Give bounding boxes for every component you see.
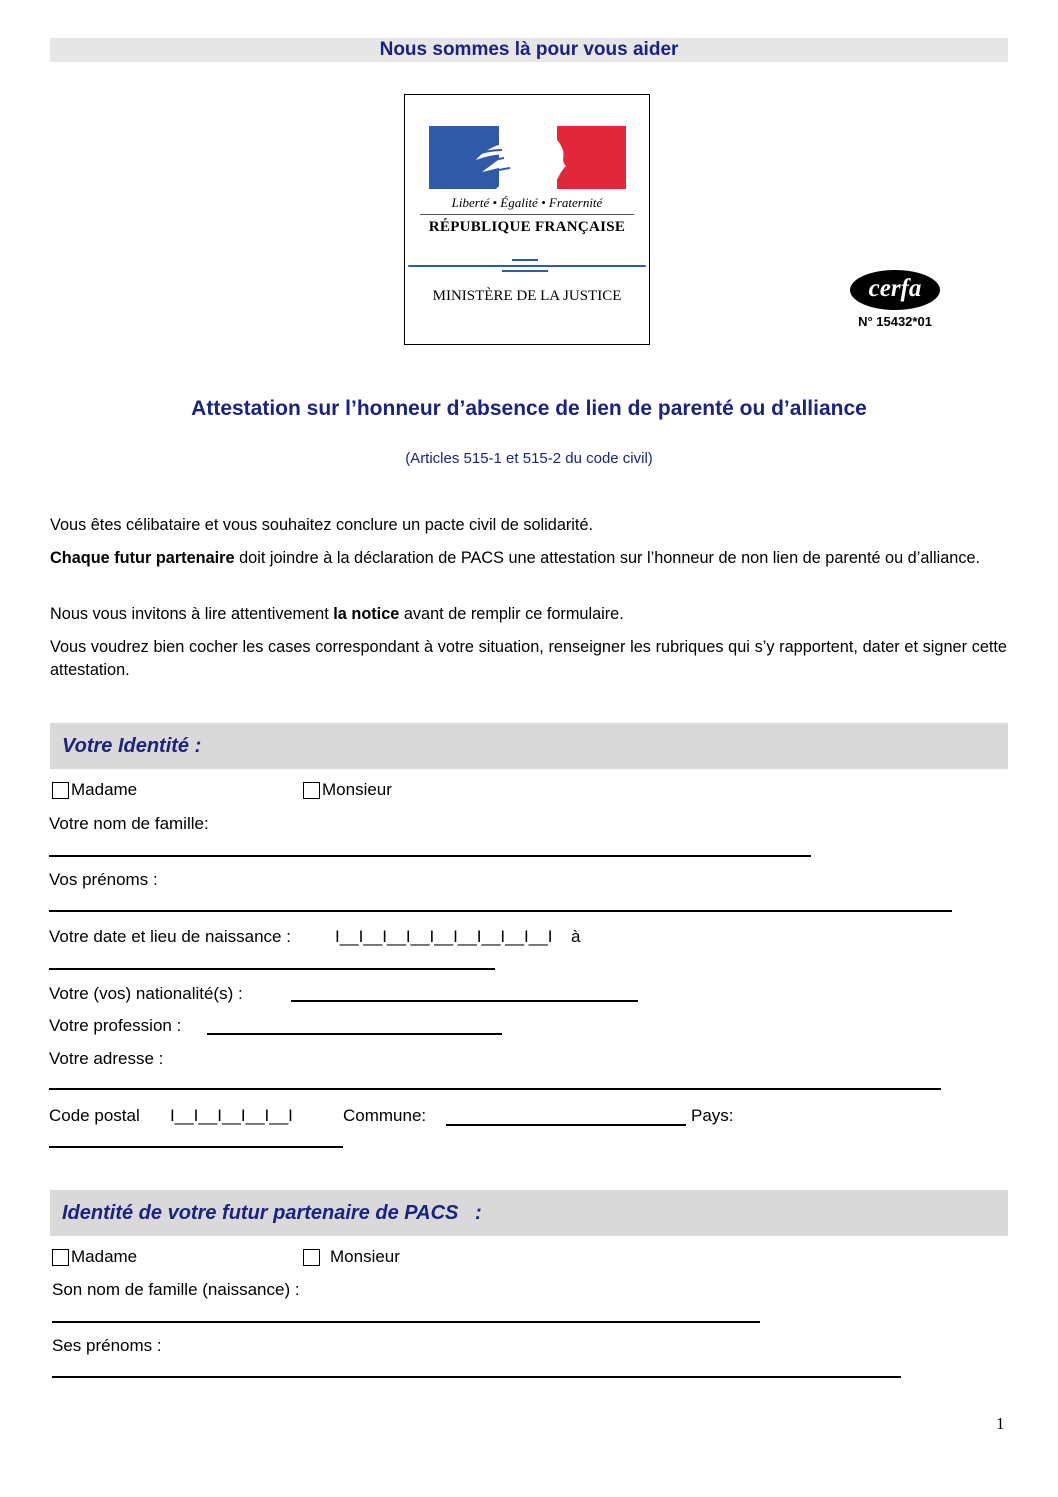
pays-field[interactable]: [49, 1146, 343, 1148]
logo-blue-wave: [408, 265, 646, 267]
date-naissance-boxes[interactable]: I__I__I__I__I__I__I__I__I__I: [335, 927, 553, 946]
page-number: 1: [996, 1414, 1005, 1433]
section-votre-identite: [50, 723, 1008, 769]
intro-text: doit joindre à la déclaration de PACS une attestation sur l’honneur de non lien de parenté ou d’alliance.: [234, 549, 981, 567]
naissance-label: Votre date et lieu de naissance :: [49, 927, 291, 946]
nom-label: Votre nom de famille:: [49, 814, 209, 833]
code-postal-label: Code postal: [49, 1106, 140, 1125]
partner-prenoms-label: Ses prénoms :: [52, 1336, 162, 1355]
partner-madame-label: Madame: [71, 1247, 138, 1266]
header-banner-text: Nous sommes là pour vous aider: [379, 39, 679, 60]
nom-field[interactable]: [49, 855, 811, 857]
profession-field[interactable]: [207, 1033, 502, 1035]
intro-paragraph-3: [50, 603, 1007, 626]
madame-checkbox[interactable]: [52, 782, 69, 799]
prenoms-field[interactable]: [49, 910, 952, 912]
intro-paragraph-4: Vous voudrez bien cocher les cases correspondant à votre situation, renseigner les rubriques qui s’y rapportent, dater et signer cette attestation.: [50, 638, 1007, 679]
commune-label: Commune:: [343, 1106, 427, 1125]
cerfa-logo: cerfa: [850, 270, 940, 310]
section-identite-partenaire: [50, 1190, 1008, 1236]
nationalite-field[interactable]: [291, 1000, 638, 1002]
cerfa-number: N° 15432*01: [858, 314, 932, 329]
madame-label: Madame: [71, 780, 138, 799]
prenoms-label: Vos prénoms :: [49, 870, 158, 889]
partner-nom-label: Son nom de famille (naissance) :: [52, 1280, 300, 1299]
logo-blue-dash: [502, 270, 548, 272]
page-subtitle: (Articles 515-1 et 515-2 du code civil): [405, 450, 653, 467]
profession-label: Votre profession :: [49, 1016, 182, 1035]
intro-text: Nous vous invitons à lire attentivement: [50, 605, 334, 623]
marianne-profile-icon: [462, 126, 572, 189]
adresse-label: Votre adresse :: [49, 1049, 164, 1068]
motto: Liberté • Égalité • Fraternité: [451, 195, 603, 210]
pays-label: Pays:: [691, 1106, 734, 1125]
lieu-naissance-field[interactable]: [49, 968, 495, 970]
intro-bold: la notice: [333, 605, 400, 623]
republic-name: RÉPUBLIQUE FRANÇAISE: [428, 219, 626, 235]
logo-blue-dash: [512, 259, 538, 261]
partner-monsieur-checkbox[interactable]: [303, 1249, 320, 1266]
code-postal-boxes[interactable]: I__I__I__I__I__I: [170, 1106, 293, 1125]
intro-bold: Chaque futur partenaire: [50, 549, 235, 567]
commune-field[interactable]: [446, 1124, 686, 1126]
page-title: Attestation sur l’honneur d’absence de lien de parenté ou d’alliance: [191, 397, 867, 420]
section-heading: Votre Identité :: [62, 735, 202, 757]
monsieur-label: Monsieur: [322, 780, 392, 799]
intro-text: avant de remplir ce formulaire.: [399, 605, 624, 623]
logo-divider: [420, 214, 634, 215]
partner-prenoms-field[interactable]: [52, 1376, 901, 1378]
monsieur-checkbox[interactable]: [303, 782, 320, 799]
intro-paragraph-1: Vous êtes célibataire et vous souhaitez conclure un pacte civil de solidarité.: [50, 516, 594, 534]
partner-monsieur-label: Monsieur: [330, 1247, 400, 1266]
a-label: à: [571, 927, 581, 946]
intro-paragraph-2: [50, 547, 1007, 570]
adresse-field[interactable]: [49, 1088, 941, 1090]
nationalite-label: Votre (vos) nationalité(s) :: [49, 984, 243, 1003]
partner-nom-field[interactable]: [52, 1321, 760, 1323]
ministry-name: MINISTÈRE DE LA JUSTICE: [432, 288, 622, 304]
partner-madame-checkbox[interactable]: [52, 1249, 69, 1266]
section-heading: Identité de votre futur partenaire de PACS :: [62, 1202, 482, 1224]
